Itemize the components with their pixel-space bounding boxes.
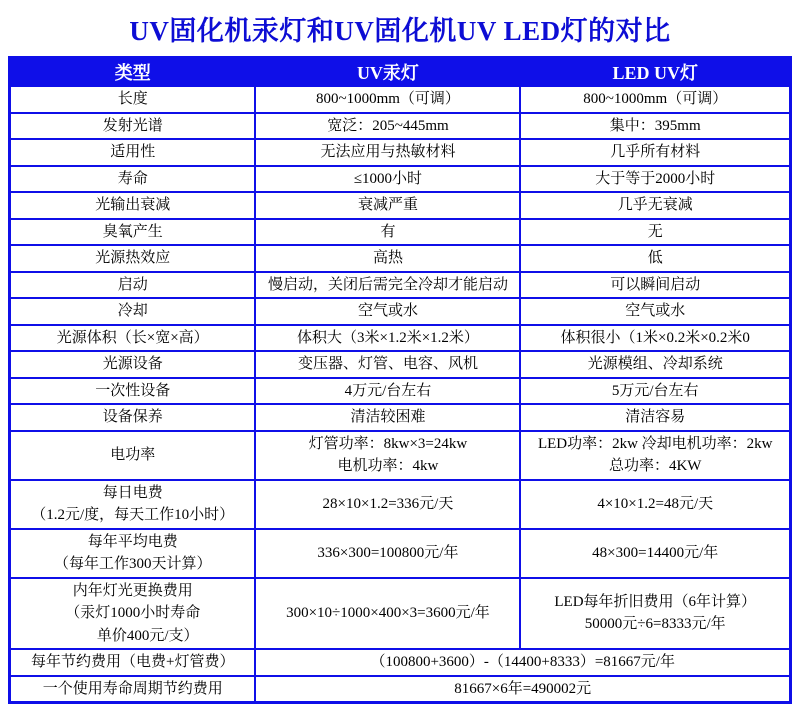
cell-line: 慢启动，关闭后需完全冷却才能启动	[267, 276, 508, 293]
header-led-uv-lamp: LED UV灯	[520, 58, 790, 87]
row-label-cell	[10, 113, 256, 140]
table-row	[10, 404, 791, 431]
uv-mercury-lamp-cell	[255, 404, 520, 431]
uv-mercury-lamp-cell	[255, 139, 520, 166]
cell-line: 4万元/台左右	[344, 382, 432, 399]
cell-line: 衰减严重	[357, 197, 418, 213]
table-row	[10, 113, 791, 140]
cell-line: 单价400元/支）	[66, 627, 199, 644]
led-uv-lamp-cell	[520, 298, 790, 325]
cell-line: 每年平均电费	[87, 533, 178, 550]
row-label-cell	[10, 431, 256, 480]
led-uv-lamp-cell	[520, 166, 790, 193]
cell-line: （1.2元/度，每天工作10小时）	[31, 507, 235, 523]
cell-line: 光输出衰减	[95, 197, 171, 213]
cell-line: 300×10÷1000×400×3=3600元/年	[286, 605, 490, 621]
led-uv-lamp-cell	[520, 529, 790, 578]
led-uv-lamp-cell	[520, 351, 790, 378]
led-uv-lamp-cell	[520, 113, 790, 140]
led-uv-lamp-cell	[520, 245, 790, 272]
row-label-cell	[10, 245, 256, 272]
cell-line: 4×10×1.2=48元/天	[597, 495, 714, 512]
cell-line: 低	[647, 250, 663, 266]
led-uv-lamp-cell	[520, 378, 790, 405]
cell-line: 几乎无衰减	[617, 197, 693, 213]
table-row	[10, 298, 791, 325]
row-label-cell	[10, 219, 256, 246]
cell-line: 无法应用与热敏材料	[320, 144, 456, 160]
table-row	[10, 529, 791, 578]
row-label-cell	[10, 649, 256, 676]
comparison-table	[8, 56, 792, 704]
cell-line: 电机功率：4kw	[337, 458, 439, 474]
cell-line: 无	[647, 223, 663, 240]
header-uv-mercury-lamp: UV汞灯	[255, 58, 520, 87]
row-label-cell	[10, 139, 256, 166]
uv-mercury-lamp-cell	[255, 431, 520, 480]
cell-line: 800~1000mm（可调）	[583, 91, 728, 107]
row-label-cell	[10, 298, 256, 325]
cell-line: 发射光谱	[102, 117, 163, 134]
cell-line: 336×300=100800元/年	[317, 544, 459, 561]
uv-mercury-lamp-cell	[255, 166, 520, 193]
table-row	[10, 166, 791, 193]
cell-line: 50000元÷6=8333元/年	[584, 616, 726, 633]
row-label-cell	[10, 378, 256, 405]
table-row	[10, 431, 791, 480]
merged-value-cell	[255, 649, 790, 676]
table-row	[10, 272, 791, 299]
cell-line: 空气或水	[625, 303, 686, 319]
cell-line: 清洁容易	[625, 409, 686, 425]
cell-line: 可以瞬间启动	[610, 276, 701, 293]
led-uv-lamp-cell	[520, 480, 790, 529]
uv-mercury-lamp-cell	[255, 351, 520, 378]
header-type: 类型	[10, 58, 256, 87]
uv-mercury-lamp-cell	[255, 245, 520, 272]
table-row	[10, 86, 791, 113]
led-uv-lamp-cell	[520, 139, 790, 166]
cell-line: 变压器、灯管、电容、风机	[297, 356, 478, 372]
uv-mercury-lamp-cell	[255, 86, 520, 113]
row-label-cell	[10, 529, 256, 578]
cell-line: 设备保养	[102, 409, 163, 425]
cell-line: ≤1000小时	[353, 170, 423, 187]
cell-line: （汞灯1000小时寿命	[65, 605, 201, 621]
uv-mercury-lamp-cell	[255, 192, 520, 219]
cell-line: 光源热效应	[95, 250, 171, 266]
uv-mercury-lamp-cell	[255, 378, 520, 405]
cell-line: 每日电费	[102, 484, 163, 501]
merged-value-cell	[255, 676, 790, 703]
uv-mercury-lamp-cell	[255, 272, 520, 299]
cell-line: 48×300=14400元/年	[592, 544, 719, 561]
table-row	[10, 378, 791, 405]
cell-line: 清洁较困难	[350, 409, 426, 425]
cell-line: 宽泛：205~445mm	[327, 117, 449, 134]
cell-line: 总功率：4KW	[608, 458, 702, 474]
row-label-cell	[10, 86, 256, 113]
table-row	[10, 351, 791, 378]
uv-mercury-lamp-cell	[255, 113, 520, 140]
cell-line: 电功率	[110, 446, 156, 463]
cell-line: 光源体积（长×宽×高）	[56, 329, 209, 346]
row-label-cell	[10, 272, 256, 299]
row-label-cell	[10, 166, 256, 193]
table-row	[10, 219, 791, 246]
led-uv-lamp-cell	[520, 325, 790, 352]
cell-line: 每年节约费用（电费+灯管费）	[30, 654, 235, 670]
cell-line: 空气或水	[357, 303, 418, 319]
row-label-cell	[10, 578, 256, 650]
cell-line: 光源模组、冷却系统	[587, 356, 723, 372]
uv-mercury-lamp-cell	[255, 298, 520, 325]
cell-line: （100800+3600）-（14400+8333）=81667元/年	[370, 654, 675, 670]
led-uv-lamp-cell	[520, 431, 790, 480]
table-row	[10, 649, 791, 676]
cell-line: 长度	[117, 91, 148, 107]
cell-line: LED每年折旧费用（6年计算）	[554, 593, 757, 610]
table-row	[10, 578, 791, 650]
row-label-cell	[10, 351, 256, 378]
cell-line: 内年灯光更换费用	[72, 582, 193, 599]
row-label-cell	[10, 480, 256, 529]
cell-line: 有	[380, 223, 396, 240]
page-title: UV固化机汞灯和UV固化机UV LED灯的对比	[129, 16, 671, 46]
cell-line: （每年工作300天计算）	[53, 556, 212, 572]
cell-line: 适用性	[110, 144, 156, 160]
table-body	[10, 86, 791, 703]
row-label-cell	[10, 192, 256, 219]
table-row	[10, 245, 791, 272]
cell-line: 灯管功率：8kw×3=24kw	[308, 435, 468, 452]
cell-line: 5万元/台左右	[611, 382, 699, 399]
led-uv-lamp-cell	[520, 578, 790, 650]
cell-line: 一次性设备	[95, 382, 171, 399]
header-row	[10, 58, 791, 87]
led-uv-lamp-cell	[520, 86, 790, 113]
cell-line: LED功率：2kw 冷却电机功率：2kw	[537, 435, 773, 452]
uv-mercury-lamp-cell	[255, 480, 520, 529]
cell-line: 集中：395mm	[609, 117, 701, 134]
cell-line: 高热	[372, 250, 403, 266]
table-row	[10, 139, 791, 166]
led-uv-lamp-cell	[520, 219, 790, 246]
cell-line: 体积大（3米×1.2米×1.2米）	[296, 329, 479, 346]
table-row	[10, 480, 791, 529]
row-label-cell	[10, 676, 256, 703]
table-header	[10, 58, 791, 87]
uv-mercury-lamp-cell	[255, 529, 520, 578]
cell-line: 大于等于2000小时	[595, 170, 716, 187]
uv-mercury-lamp-cell	[255, 578, 520, 650]
cell-line: 体积很小（1米×0.2米×0.2米0	[560, 329, 750, 346]
cell-line: 寿命	[117, 170, 148, 187]
cell-line: 启动	[117, 276, 148, 293]
led-uv-lamp-cell	[520, 272, 790, 299]
uv-mercury-lamp-cell	[255, 219, 520, 246]
cell-line: 冷却	[117, 303, 148, 319]
row-label-cell	[10, 404, 256, 431]
table-row	[10, 676, 791, 703]
cell-line: 28×10×1.2=336元/天	[322, 495, 454, 512]
table-row	[10, 325, 791, 352]
led-uv-lamp-cell	[520, 192, 790, 219]
cell-line: 81667×6年=490002元	[454, 680, 592, 697]
row-label-cell	[10, 325, 256, 352]
cell-line: 一个使用寿命周期节约费用	[42, 680, 223, 697]
page	[0, 9, 800, 704]
cell-line: 800~1000mm（可调）	[315, 91, 460, 107]
cell-line: 几乎所有材料	[610, 144, 701, 160]
cell-line: 臭氧产生	[102, 223, 163, 240]
table-row	[10, 192, 791, 219]
cell-line: 光源设备	[102, 356, 163, 372]
led-uv-lamp-cell	[520, 404, 790, 431]
uv-mercury-lamp-cell	[255, 325, 520, 352]
